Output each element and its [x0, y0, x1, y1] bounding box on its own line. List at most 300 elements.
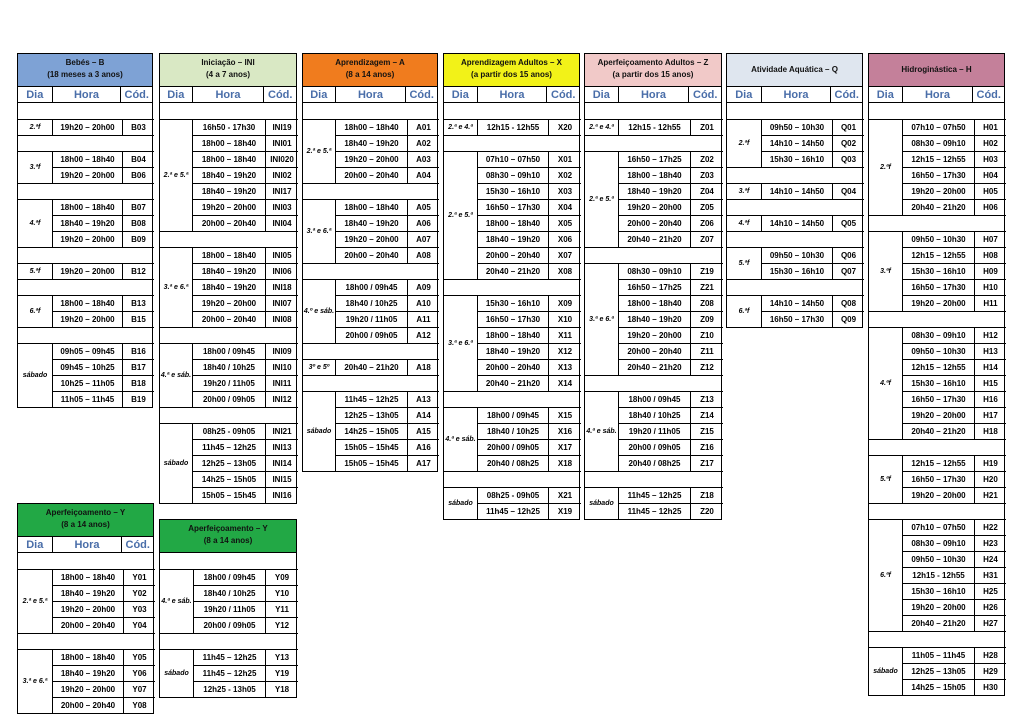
day-cell: sábado	[585, 487, 619, 519]
code-cell: Z12	[691, 359, 723, 375]
code-cell: X19	[549, 503, 581, 519]
time-cell: 18h00 – 18h40	[336, 119, 408, 135]
day-cell: sábado	[444, 487, 478, 519]
time-cell: 19h20 – 20h00	[53, 311, 123, 327]
time-cell: 07h10 – 07h50	[478, 151, 549, 167]
code-cell: H12	[975, 327, 1006, 343]
code-cell: Y19	[266, 665, 298, 681]
code-cell: Q07	[833, 263, 864, 279]
time-cell: 20h00 / 09h05	[619, 439, 691, 455]
code-cell: A14	[408, 407, 439, 423]
day-cell: 2.ªf	[18, 119, 53, 135]
time-cell: 19h20 – 20h00	[53, 231, 123, 247]
code-cell: Q02	[833, 135, 864, 151]
time-cell: 18h40 – 19h20	[193, 183, 266, 199]
code-cell: X12	[549, 343, 581, 359]
time-cell: 10h25 – 11h05	[53, 375, 123, 391]
code-cell: A10	[408, 295, 439, 311]
code-cell: B09	[123, 231, 154, 247]
code-cell: INI13	[266, 439, 298, 455]
code-cell: H15	[975, 375, 1006, 391]
time-cell: 18h40 – 19h20	[193, 167, 266, 183]
time-cell: 12h15 – 12h55	[903, 359, 975, 375]
code-cell: H16	[975, 391, 1006, 407]
col-header-code: Cód.	[693, 88, 718, 101]
code-cell: A15	[408, 423, 439, 439]
time-cell: 20h40 – 21h20	[619, 231, 691, 247]
col-header-time: Hora	[53, 537, 123, 552]
day-cell: 4.ª e sáb.	[160, 569, 194, 633]
time-cell: 18h00 – 18h40	[336, 199, 408, 215]
time-cell: 14h25 – 15h05	[193, 471, 266, 487]
column-headers	[18, 87, 152, 103]
code-cell: Y09	[266, 569, 298, 585]
code-cell: A18	[408, 359, 439, 375]
time-cell: 18h40 / 10h25	[619, 407, 691, 423]
time-cell: 19h20 – 20h00	[903, 295, 975, 311]
code-cell: X13	[549, 359, 581, 375]
code-cell: B19	[123, 391, 154, 407]
time-cell: 07h10 – 07h50	[903, 519, 975, 535]
code-cell: H03	[975, 151, 1006, 167]
row-spacer	[585, 135, 723, 151]
code-cell: X05	[549, 215, 581, 231]
row-spacer	[585, 103, 723, 119]
time-cell: 08h30 – 09h10	[619, 263, 691, 279]
row-spacer	[18, 183, 154, 199]
time-cell: 08h25 - 09h05	[478, 487, 549, 503]
code-cell: A04	[408, 167, 439, 183]
time-cell: 15h30 – 16h10	[762, 263, 833, 279]
time-cell: 20h00 – 20h40	[336, 167, 408, 183]
code-cell: H05	[975, 183, 1006, 199]
row-spacer	[18, 135, 154, 151]
time-cell: 15h30 – 16h10	[903, 375, 975, 391]
time-cell: 18h40 / 10h25	[193, 359, 266, 375]
time-cell: 09h05 – 09h45	[53, 343, 123, 359]
time-cell: 07h10 – 07h50	[903, 119, 975, 135]
code-cell: X15	[549, 407, 581, 423]
code-cell: H04	[975, 167, 1006, 183]
row-spacer	[18, 103, 154, 119]
time-cell: 09h45 – 10h25	[53, 359, 123, 375]
time-cell: 16h50 – 17h30	[903, 471, 975, 487]
day-cell: 5.ªf	[869, 455, 903, 503]
code-cell: H07	[975, 231, 1006, 247]
table-header	[444, 54, 579, 87]
time-cell: 18h00 – 18h40	[193, 135, 266, 151]
code-cell: Z08	[691, 295, 723, 311]
row-spacer	[727, 103, 864, 119]
code-cell: Y04	[124, 617, 155, 633]
code-cell: Z07	[691, 231, 723, 247]
time-cell: 08h30 – 09h10	[903, 535, 975, 551]
time-cell: 19h20 / 11h05	[336, 311, 408, 327]
code-cell: H25	[975, 583, 1006, 599]
code-cell: Y03	[124, 601, 155, 617]
time-cell: 14h10 – 14h50	[762, 295, 833, 311]
time-cell: 19h20 – 20h00	[53, 263, 123, 279]
time-cell: 20h40 – 21h20	[336, 359, 408, 375]
time-cell: 20h00 / 09h05	[193, 391, 266, 407]
time-cell: 08h30 – 09h10	[903, 327, 975, 343]
table-header	[18, 504, 153, 537]
time-cell: 18h40 – 19h20	[336, 215, 408, 231]
time-cell: 12h25 - 13h05	[194, 681, 266, 697]
time-cell: 18h40 – 19h20	[53, 585, 124, 601]
day-cell: sábado	[18, 343, 53, 407]
row-spacer	[869, 311, 1006, 327]
code-cell: Y18	[266, 681, 298, 697]
row-spacer	[303, 343, 439, 359]
col-header-code: Cód.	[409, 88, 434, 101]
code-cell: H27	[975, 615, 1006, 631]
code-cell: Z10	[691, 327, 723, 343]
code-cell: A06	[408, 215, 439, 231]
code-cell: A05	[408, 199, 439, 215]
row-spacer	[869, 631, 1006, 647]
code-cell: INI06	[266, 263, 298, 279]
time-cell: 20h40 – 21h20	[903, 615, 975, 631]
code-cell: INI05	[266, 247, 298, 263]
time-cell: 18h00 – 18h40	[53, 649, 124, 665]
time-cell: 18h40 / 10h25	[478, 423, 549, 439]
time-cell: 18h00 – 18h40	[193, 247, 266, 263]
day-cell: 2.ª e 4.ª	[444, 119, 478, 135]
table-header	[585, 54, 721, 87]
code-cell: X14	[549, 375, 581, 391]
code-cell: H23	[975, 535, 1006, 551]
code-cell: Y01	[124, 569, 155, 585]
code-cell: INI10	[266, 359, 298, 375]
time-cell: 18h40 – 19h20	[478, 343, 549, 359]
col-header-day: Dia	[585, 87, 619, 102]
day-cell: 2.ªf	[727, 119, 762, 167]
time-cell: 15h30 – 16h10	[478, 295, 549, 311]
time-cell: 19h20 – 20h00	[193, 295, 266, 311]
day-cell: 6.ªf	[18, 295, 53, 327]
col-header-time: Hora	[478, 87, 548, 102]
code-cell: H31	[975, 567, 1006, 583]
day-cell: 3.ª e 6.ª	[585, 263, 619, 375]
time-cell: 12h25 – 13h05	[903, 663, 975, 679]
column-headers	[869, 87, 1004, 103]
time-cell: 09h50 – 10h30	[903, 343, 975, 359]
table-h	[868, 53, 1005, 696]
row-spacer	[18, 327, 154, 343]
schedule-grid	[727, 103, 862, 327]
time-cell: 12h25 – 13h05	[336, 407, 408, 423]
code-cell: B04	[123, 151, 154, 167]
day-cell: 2.ª e 5.ª	[444, 151, 478, 279]
time-cell: 14h25 – 15h05	[336, 423, 408, 439]
time-cell: 11h45 – 12h25	[619, 503, 691, 519]
table-subtitle: (a partir dos 15 anos)	[612, 70, 694, 79]
code-cell: A09	[408, 279, 439, 295]
day-cell: 3.ª e 6.ª	[160, 247, 193, 327]
col-header-time: Hora	[762, 87, 832, 102]
code-cell: Z01	[691, 119, 723, 135]
table-title: Hidroginástica – H	[901, 65, 972, 74]
code-cell: INI18	[266, 279, 298, 295]
row-spacer	[160, 633, 298, 649]
code-cell: INI02	[266, 167, 298, 183]
code-cell: X21	[549, 487, 581, 503]
col-header-time: Hora	[53, 87, 122, 102]
code-cell: Q01	[833, 119, 864, 135]
column-headers	[18, 537, 153, 553]
row-spacer	[869, 439, 1006, 455]
time-cell: 18h40 – 19h20	[193, 263, 266, 279]
table-subtitle: (8 a 14 anos)	[345, 70, 395, 79]
code-cell: A08	[408, 247, 439, 263]
schedule-grid	[303, 103, 437, 471]
time-cell: 12h15 - 12h55	[903, 567, 975, 583]
time-cell: 09h50 – 10h30	[903, 551, 975, 567]
table-b	[17, 53, 153, 408]
day-cell: 3.ª e 6.ª	[18, 649, 53, 713]
schedule-grid	[160, 103, 296, 503]
code-cell: Y11	[266, 601, 298, 617]
row-spacer	[160, 103, 298, 119]
code-cell: INI11	[266, 375, 298, 391]
day-cell: 3.ªf	[727, 183, 762, 199]
day-cell: 3º e 5º	[303, 359, 336, 375]
code-cell: H18	[975, 423, 1006, 439]
code-cell: INI07	[266, 295, 298, 311]
time-cell: 15h30 – 16h10	[903, 263, 975, 279]
table-subtitle: (4 a 7 anos)	[205, 70, 250, 79]
time-cell: 18h00 – 18h40	[619, 295, 691, 311]
col-header-day: Dia	[18, 87, 53, 102]
day-cell: 5.ªf	[18, 263, 53, 279]
time-cell: 20h40 – 21h20	[478, 263, 549, 279]
row-spacer	[444, 135, 581, 151]
row-spacer	[160, 231, 298, 247]
day-cell: 3.ª e 6.ª	[303, 199, 336, 263]
table-a	[302, 53, 438, 472]
code-cell: H20	[975, 471, 1006, 487]
code-cell: A03	[408, 151, 439, 167]
day-cell: 2.ªf	[869, 119, 903, 215]
row-spacer	[869, 503, 1006, 519]
day-cell: 4.ªf	[18, 199, 53, 247]
code-cell: Q09	[833, 311, 864, 327]
code-cell: X10	[549, 311, 581, 327]
table-title: Iniciação – INI	[201, 58, 255, 67]
code-cell: H29	[975, 663, 1006, 679]
time-cell: 09h50 – 10h30	[903, 231, 975, 247]
time-cell: 18h00 / 09h45	[194, 569, 266, 585]
code-cell: X08	[549, 263, 581, 279]
code-cell: Z21	[691, 279, 723, 295]
code-cell: Y08	[124, 697, 155, 713]
table-x	[443, 53, 580, 520]
code-cell: INI14	[266, 455, 298, 471]
code-cell: INI03	[266, 199, 298, 215]
code-cell: B15	[123, 311, 154, 327]
day-cell: 4.º e sáb.	[303, 279, 336, 343]
time-cell: 20h00 – 20h40	[193, 311, 266, 327]
time-cell: 19h20 / 11h05	[193, 375, 266, 391]
time-cell: 16h50 - 17h30	[193, 119, 266, 135]
time-cell: 14h25 – 15h05	[903, 679, 975, 695]
code-cell: Z13	[691, 391, 723, 407]
day-cell: 3.ªf	[869, 231, 903, 311]
code-cell: Q08	[833, 295, 864, 311]
table-header	[303, 54, 437, 87]
time-cell: 20h00 – 20h40	[193, 215, 266, 231]
time-cell: 20h40 – 21h20	[903, 423, 975, 439]
code-cell: Z04	[691, 183, 723, 199]
row-spacer	[727, 279, 864, 295]
time-cell: 19h20 – 20h00	[903, 407, 975, 423]
code-cell: H24	[975, 551, 1006, 567]
col-header-time: Hora	[193, 87, 265, 102]
time-cell: 19h20 / 11h05	[194, 601, 266, 617]
day-cell: 4.ª e sáb.	[585, 391, 619, 471]
code-cell: Q06	[833, 247, 864, 263]
code-cell: A11	[408, 311, 439, 327]
row-spacer	[303, 183, 439, 199]
time-cell: 20h00 – 20h40	[619, 343, 691, 359]
col-header-day: Dia	[727, 87, 762, 102]
time-cell: 14h10 – 14h50	[762, 183, 833, 199]
table-title: Aperfeiçoamento – Y	[45, 508, 126, 517]
code-cell: Q03	[833, 151, 864, 167]
code-cell: INI01	[266, 135, 298, 151]
code-cell: H13	[975, 343, 1006, 359]
time-cell: 15h05 – 15h45	[336, 455, 408, 471]
time-cell: 19h20 – 20h00	[53, 601, 124, 617]
col-header-code: Cód.	[834, 88, 859, 101]
column-headers	[444, 87, 579, 103]
code-cell: INI16	[266, 487, 298, 503]
day-cell: 2.ª e 5.ª	[585, 151, 619, 247]
table-title: Aperfeiçoamento Adultos – Z	[597, 58, 709, 67]
day-cell: 4.ª e sáb.	[444, 407, 478, 471]
code-cell: Y13	[266, 649, 298, 665]
code-cell: INI020	[266, 151, 298, 167]
time-cell: 18h00 – 18h40	[53, 569, 124, 585]
table-subtitle: (18 meses a 3 anos)	[47, 70, 123, 79]
column-headers	[303, 87, 437, 103]
schedule-grid	[18, 553, 153, 713]
day-cell: 4.ª e sáb.	[160, 343, 193, 407]
row-spacer	[444, 471, 581, 487]
code-cell: H22	[975, 519, 1006, 535]
code-cell: X01	[549, 151, 581, 167]
code-cell: Z19	[691, 263, 723, 279]
code-cell: B03	[123, 119, 154, 135]
time-cell: 16h50 – 17h30	[903, 391, 975, 407]
code-cell: H30	[975, 679, 1006, 695]
code-cell: A01	[408, 119, 439, 135]
time-cell: 16h50 – 17h30	[762, 311, 833, 327]
col-header-code: Cód.	[268, 88, 293, 101]
time-cell: 14h10 – 14h50	[762, 215, 833, 231]
table-subtitle: (a partir dos 15 anos)	[471, 70, 552, 79]
col-header-day: Dia	[444, 87, 478, 102]
time-cell: 18h40 – 19h20	[53, 665, 124, 681]
time-cell: 11h45 – 12h25	[194, 665, 266, 681]
time-cell: 18h40 / 10h25	[336, 295, 408, 311]
time-cell: 16h50 – 17h25	[619, 151, 691, 167]
code-cell: Z02	[691, 151, 723, 167]
row-spacer	[303, 375, 439, 391]
row-spacer	[303, 103, 439, 119]
time-cell: 08h30 – 09h10	[478, 167, 549, 183]
row-spacer	[585, 375, 723, 391]
time-cell: 16h50 – 17h30	[478, 199, 549, 215]
table-ini	[159, 53, 297, 504]
table-subtitle: (8 a 14 anos)	[203, 536, 253, 545]
code-cell: X16	[549, 423, 581, 439]
time-cell: 19h20 – 20h00	[336, 231, 408, 247]
column-headers	[585, 87, 721, 103]
code-cell: A12	[408, 327, 439, 343]
table-title: Bebés – B	[65, 58, 105, 67]
code-cell: B06	[123, 167, 154, 183]
code-cell: H08	[975, 247, 1006, 263]
time-cell: 18h00 – 18h40	[478, 327, 549, 343]
time-cell: 20h00 – 20h40	[619, 215, 691, 231]
time-cell: 16h50 – 17h30	[478, 311, 549, 327]
code-cell: A07	[408, 231, 439, 247]
time-cell: 19h20 – 20h00	[619, 327, 691, 343]
time-cell: 19h20 – 20h00	[336, 151, 408, 167]
time-cell: 11h05 – 11h45	[903, 647, 975, 663]
time-cell: 12h15 - 12h55	[478, 119, 549, 135]
time-cell: 20h40 / 08h25	[478, 455, 549, 471]
time-cell: 18h00 / 09h45	[619, 391, 691, 407]
time-cell: 20h40 – 21h20	[903, 199, 975, 215]
code-cell: INI19	[266, 119, 298, 135]
day-cell: 4.ªf	[727, 215, 762, 231]
code-cell: Z03	[691, 167, 723, 183]
code-cell: X02	[549, 167, 581, 183]
time-cell: 18h40 – 19h20	[53, 215, 123, 231]
code-cell: INI12	[266, 391, 298, 407]
day-cell: 2.ª e 5.ª	[18, 569, 53, 633]
col-header-time: Hora	[336, 87, 407, 102]
time-cell: 12h25 – 13h05	[193, 455, 266, 471]
time-cell: 20h00 – 20h40	[53, 697, 124, 713]
code-cell: Q05	[833, 215, 864, 231]
code-cell: Z17	[691, 455, 723, 471]
day-cell: 3.ª e 6.ª	[444, 295, 478, 391]
code-cell: X11	[549, 327, 581, 343]
code-cell: B17	[123, 359, 154, 375]
code-cell: B18	[123, 375, 154, 391]
time-cell: 16h50 – 17h30	[903, 279, 975, 295]
row-spacer	[727, 167, 864, 183]
time-cell: 18h40 – 19h20	[336, 135, 408, 151]
code-cell: A02	[408, 135, 439, 151]
code-cell: INI08	[266, 311, 298, 327]
code-cell: Z20	[691, 503, 723, 519]
table-header	[18, 54, 152, 87]
col-header-time: Hora	[619, 87, 690, 102]
time-cell: 15h05 – 15h45	[193, 487, 266, 503]
code-cell: X04	[549, 199, 581, 215]
time-cell: 20h40 – 21h20	[619, 359, 691, 375]
row-spacer	[585, 471, 723, 487]
time-cell: 18h40 – 19h20	[619, 183, 691, 199]
col-header-code: Cód.	[976, 88, 1001, 101]
code-cell: Z14	[691, 407, 723, 423]
row-spacer	[160, 553, 298, 569]
